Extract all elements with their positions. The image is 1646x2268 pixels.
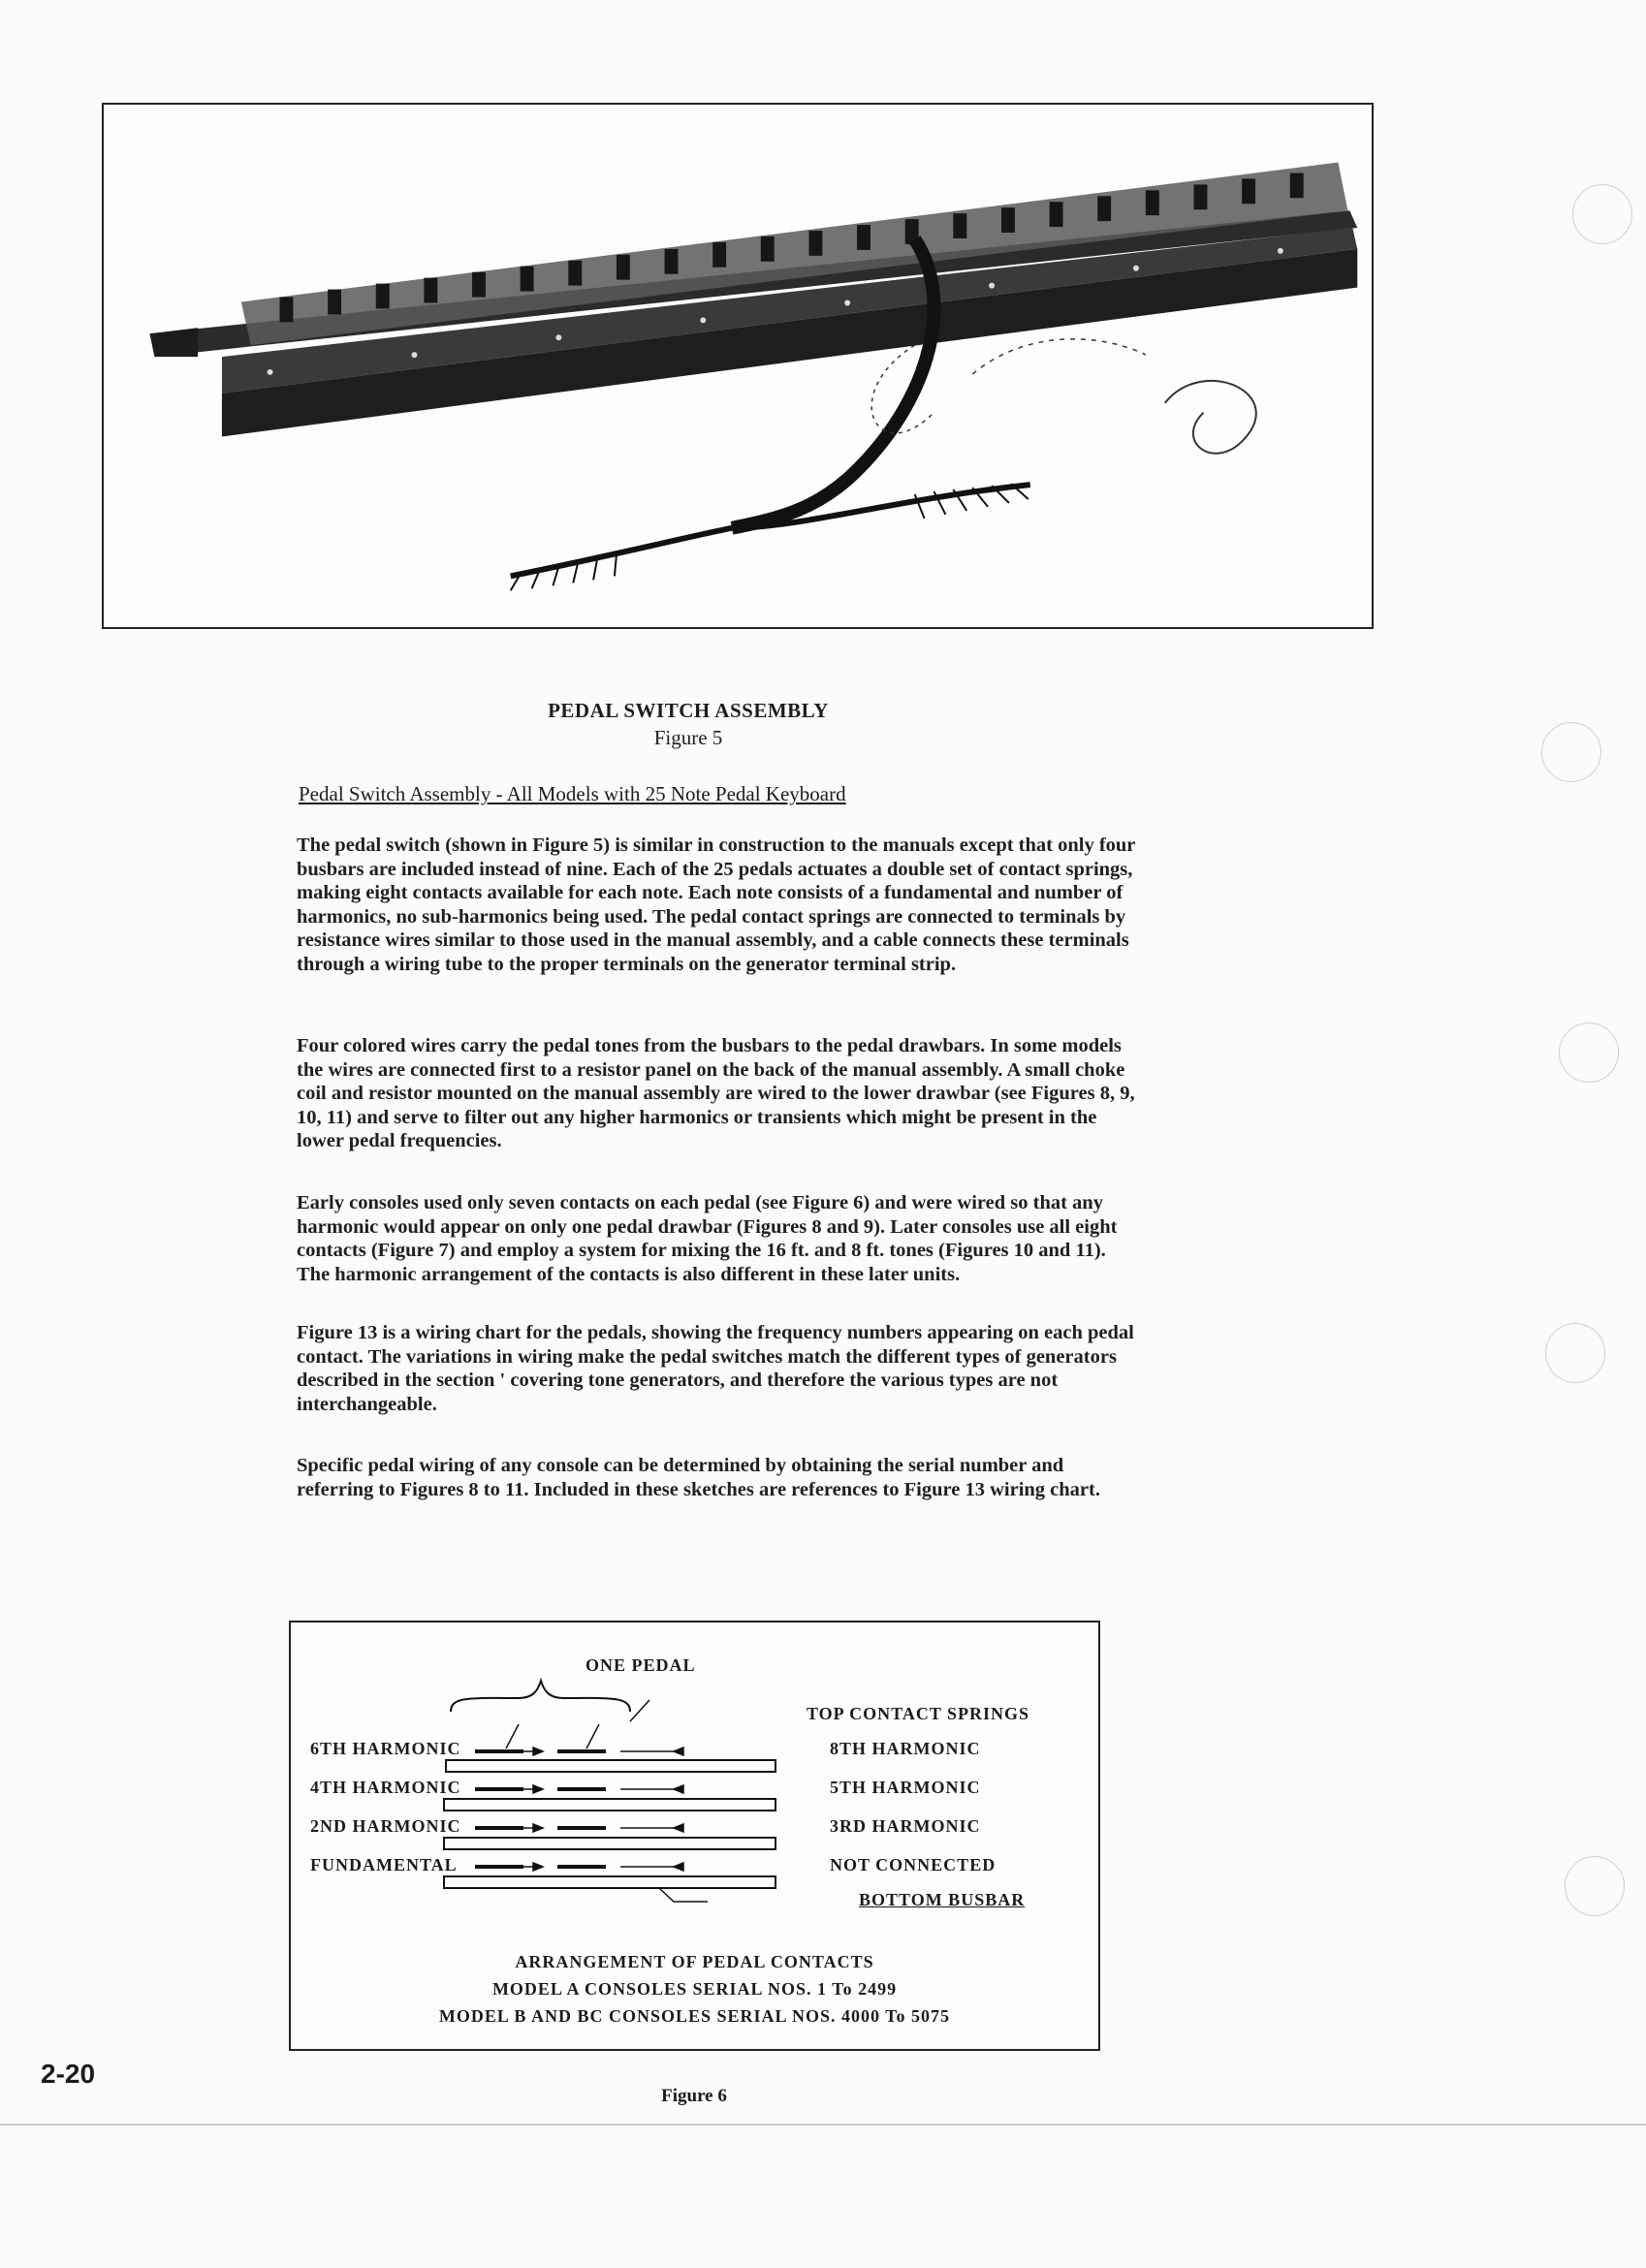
left-label-2nd-harmonic: 2ND HARMONIC xyxy=(310,1816,461,1836)
paragraph-4: Figure 13 is a wiring chart for the pedals, showing the frequency numbers appearing on each pedal contact. The variations in wiring make the pedal switches match the different types of generators described in the section ' covering tone generators, and therefore the various types are not interchangeable. xyxy=(297,1322,1134,1415)
page-bottom-edge xyxy=(0,2124,1646,2126)
figure5-title: PEDAL SWITCH ASSEMBLY xyxy=(548,699,829,722)
pedal-switch-assembly-image xyxy=(104,105,1372,627)
figure5-label: Figure 5 xyxy=(653,726,723,749)
diagram-caption-line-1: ARRANGEMENT OF PEDAL CONTACTS xyxy=(515,1952,874,1971)
right-label-not-connected: NOT CONNECTED xyxy=(830,1855,997,1874)
section-heading: Pedal Switch Assembly - All Models with 25 Note Pedal Keyboard xyxy=(299,782,846,805)
binder-hole-3 xyxy=(1559,1023,1619,1083)
paragraph-5: Specific pedal wiring of any console can be determined by obtaining the serial number and referring to Figures 8 to 11. Included in these sketches are references to Figure 13 wiring chart. xyxy=(297,1455,1100,1500)
top-contact-springs-label: TOP CONTACT SPRINGS xyxy=(807,1704,1030,1723)
pedal-switch-photo xyxy=(102,103,1374,629)
binder-hole-2 xyxy=(1541,722,1601,782)
figure6-label: Figure 6 xyxy=(661,2086,727,2106)
left-label-6th-harmonic: 6TH HARMONIC xyxy=(310,1739,461,1758)
binder-hole-1 xyxy=(1572,184,1632,244)
diagram-caption-line-3: MODEL B AND BC CONSOLES SERIAL NOS. 4000 To 5075 xyxy=(438,2006,951,2026)
one-pedal-label: ONE PEDAL xyxy=(586,1655,696,1675)
paragraph-2: Four colored wires carry the pedal tones from the busbars to the pedal drawbars. In some models the wires are connected first to a resistor panel on the back of the manual assembly. A small choke coil and resistor mounted on the manual assembly are wired to the lower drawbar (see Figures 8, 9, 10, 11) and serve to filter out any higher harmonics or transients which might be present in the lower pedal frequencies. xyxy=(297,1035,1135,1151)
paragraph-1: The pedal switch (shown in Figure 5) is similar in construction to the manuals except that only four busbars are included instead of nine. Each of the 25 pedals actuates a double set of contact springs, making eight contacts available for each note. Each note consists of a fundamental and number of harmonics, no sub-harmonics being used. The pedal contact springs are connected to terminals by resistance wires similar to those used in the manual assembly, and a cable connects these terminals through a wiring tube to the proper terminals on the generator terminal strip. xyxy=(297,835,1136,975)
right-label-5th-harmonic: 5TH HARMONIC xyxy=(830,1778,981,1797)
bottom-busbar-label: BOTTOM BUSBAR xyxy=(859,1890,1026,1909)
binder-hole-5 xyxy=(1565,1856,1625,1916)
page-number: 2-20 xyxy=(41,2059,96,2089)
pedal-contacts-diagram xyxy=(289,1621,1100,2051)
paragraph-3: Early consoles used only seven contacts on each pedal (see Figure 6) and were wired so that any harmonic would appear on only one pedal drawbar (Figures 8 and 9). Later consoles use all eight contacts (Figure 7) and employ a system for mixing the 16 ft. and 8 ft. tones (Figures 10 and 11). The harmonic arrangement of the contacts is also different in these later units. xyxy=(297,1192,1118,1285)
right-label-8th-harmonic: 8TH HARMONIC xyxy=(830,1739,981,1758)
diagram-caption-line-2: MODEL A CONSOLES SERIAL NOS. 1 To 2499 xyxy=(491,1979,898,1999)
left-label-4th-harmonic: 4TH HARMONIC xyxy=(310,1778,461,1797)
left-label-fundamental: FUNDAMENTAL xyxy=(310,1855,458,1874)
binder-hole-4 xyxy=(1545,1323,1605,1383)
right-label-3rd-harmonic: 3RD HARMONIC xyxy=(830,1816,981,1836)
